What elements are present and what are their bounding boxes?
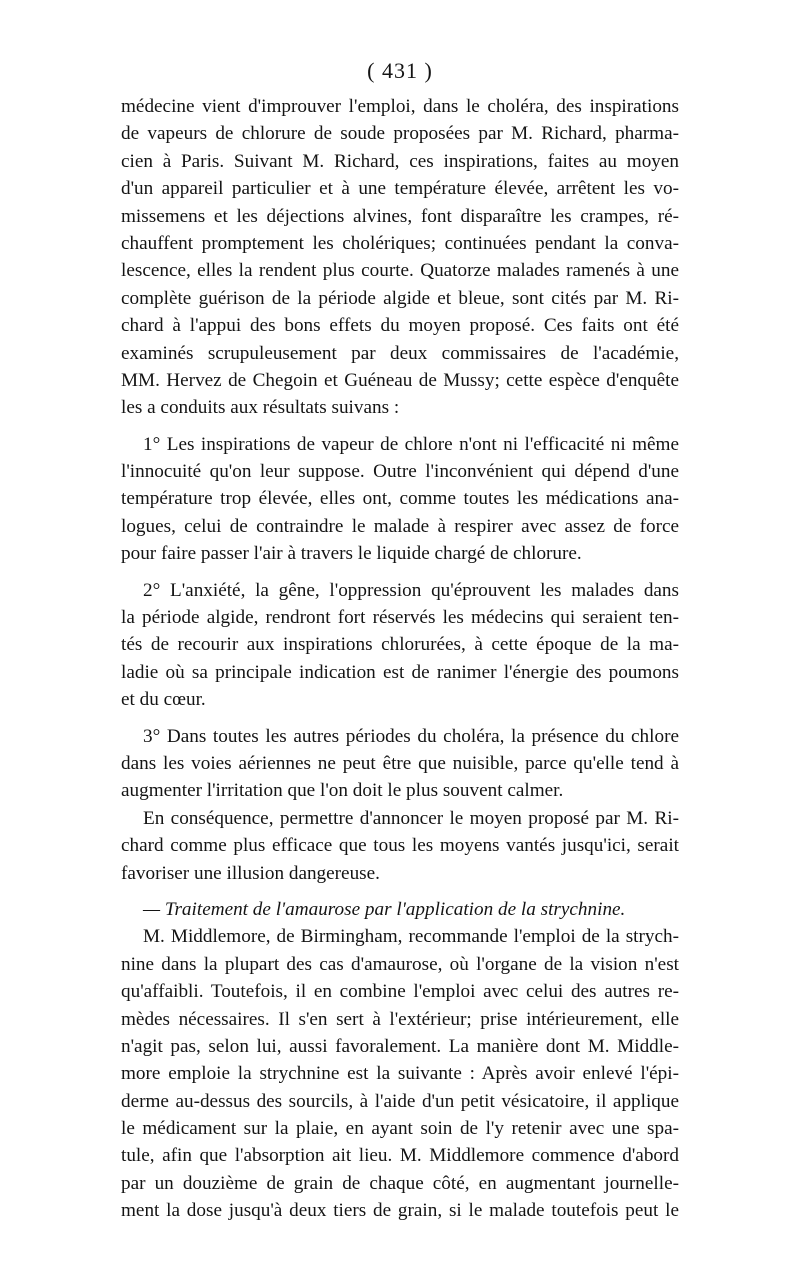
text-line: En conséquence, permettre d'annoncer le moyen proposé par M. Ri- (143, 807, 679, 829)
page-number: ( 431 ) (367, 58, 433, 83)
text-line: augmenter l'irritation que l'on doit le plus souvent calmer. (121, 780, 564, 802)
text-line: 1° Les inspirations de vapeur de chlore n'ont ni l'efficacité ni même (143, 433, 679, 455)
text-line: missemens et les déjections alvines, font disparaître les crampes, ré- (121, 205, 679, 227)
paragraph (121, 93, 679, 422)
text-line: complète guérison de la période algide et bleue, sont cités par M. Ri- (121, 287, 679, 309)
text-line: examinés scrupuleusement par deux commissaires de l'académie, (121, 342, 679, 364)
text-line: chard à l'appui des bons effets du moyen proposé. Ces faits ont été (121, 315, 679, 337)
paragraph (121, 431, 679, 568)
text-line: médecine vient d'improuver l'emploi, dans le choléra, des inspirations (121, 96, 679, 117)
text-line: de vapeurs de chlorure de soude proposées par M. Richard, pharma- (121, 123, 679, 145)
text-line: pour faire passer l'air à travers le liquide chargé de chlorure. (121, 543, 582, 565)
text-line: l'innocuité qu'on leur suppose. Outre l'inconvénient qui dépend d'une (121, 461, 679, 483)
text-line: chard comme plus efficace que tous les moyens vantés jusqu'ici, serait (121, 835, 679, 857)
text-line: ment la dose jusqu'à deux tiers de grain, si le malade toutefois peut le (121, 1200, 679, 1222)
text-line: favoriser une illusion dangereuse. (121, 862, 380, 884)
section (121, 896, 679, 1225)
paragraph (121, 805, 679, 887)
text-line: 3° Dans toutes les autres périodes du choléra, la présence du chlore (143, 725, 679, 747)
text-line: les a conduits aux résultats suivans : (121, 397, 400, 419)
text-line: le médicament sur la plaie, en ayant soin de l'y retenir avec une spa- (121, 1118, 679, 1140)
text-line: 2° L'anxiété, la gêne, l'oppression qu'éprouvent les malades dans (143, 579, 679, 601)
text-line: nine dans la plupart des cas d'amaurose, où l'organe de la vision n'est (121, 953, 679, 975)
text-line: logues, celui de contraindre le malade à respirer avec assez de force (121, 515, 679, 537)
text-line: lescence, elles la rendent plus courte. Quatorze malades ramenés à une (121, 260, 679, 282)
text-line: tule, afin que l'absorption ait lieu. M. Middlemore commence d'abord (121, 1145, 679, 1167)
text-line: MM. Hervez de Chegoin et Guéneau de Mussy; cette espèce d'enquête (121, 369, 679, 391)
text-line: more emploie la strychnine est la suivante : Après avoir enlevé l'épi- (121, 1063, 679, 1085)
text-line: mèdes nécessaires. Il s'en sert à l'extérieur; prise intérieurement, elle (121, 1008, 679, 1030)
text-line: derme au-dessus des sourcils, à l'aide d'un petit vésicatoire, il applique (121, 1090, 679, 1112)
section-title: — Traitement de l'amaurose par l'application de la strychnine. (143, 898, 626, 920)
text-line: par un douzième de grain de chaque côté, en augmentant journelle- (121, 1172, 679, 1194)
text-line: tés de recourir aux inspirations chlorurées, à cette époque de la ma- (121, 634, 679, 656)
paragraph (121, 577, 679, 714)
text-line: cien à Paris. Suivant M. Richard, ces inspirations, faites au moyen (121, 150, 679, 172)
text-line: chauffent promptement les cholériques; continuées pendant la conva- (121, 232, 679, 254)
text-line: et du cœur. (121, 689, 206, 711)
paragraph (121, 723, 679, 805)
text-line: d'un appareil particulier et à une température élevée, arrêtent les vo- (121, 178, 679, 200)
text-line: température trop élevée, elles ont, comme toutes les médications ana- (121, 488, 679, 510)
text-line: M. Middlemore, de Birmingham, recommande l'emploi de la strych- (143, 926, 679, 948)
text-line: ladie où sa principale indication est de ranimer l'énergie des poumons (121, 661, 679, 683)
text-line: qu'affaibli. Toutefois, il en combine l'emploi avec celui des autres re- (121, 981, 679, 1003)
text-line: la période algide, rendront fort réservés les médecins qui seraient ten- (121, 607, 679, 629)
body-text (121, 93, 679, 1225)
text-line: dans les voies aériennes ne peut être que nuisible, parce qu'elle tend à (121, 752, 679, 774)
text-line: n'agit pas, selon lui, aussi favoralement. La manière dont M. Middle- (121, 1035, 679, 1057)
